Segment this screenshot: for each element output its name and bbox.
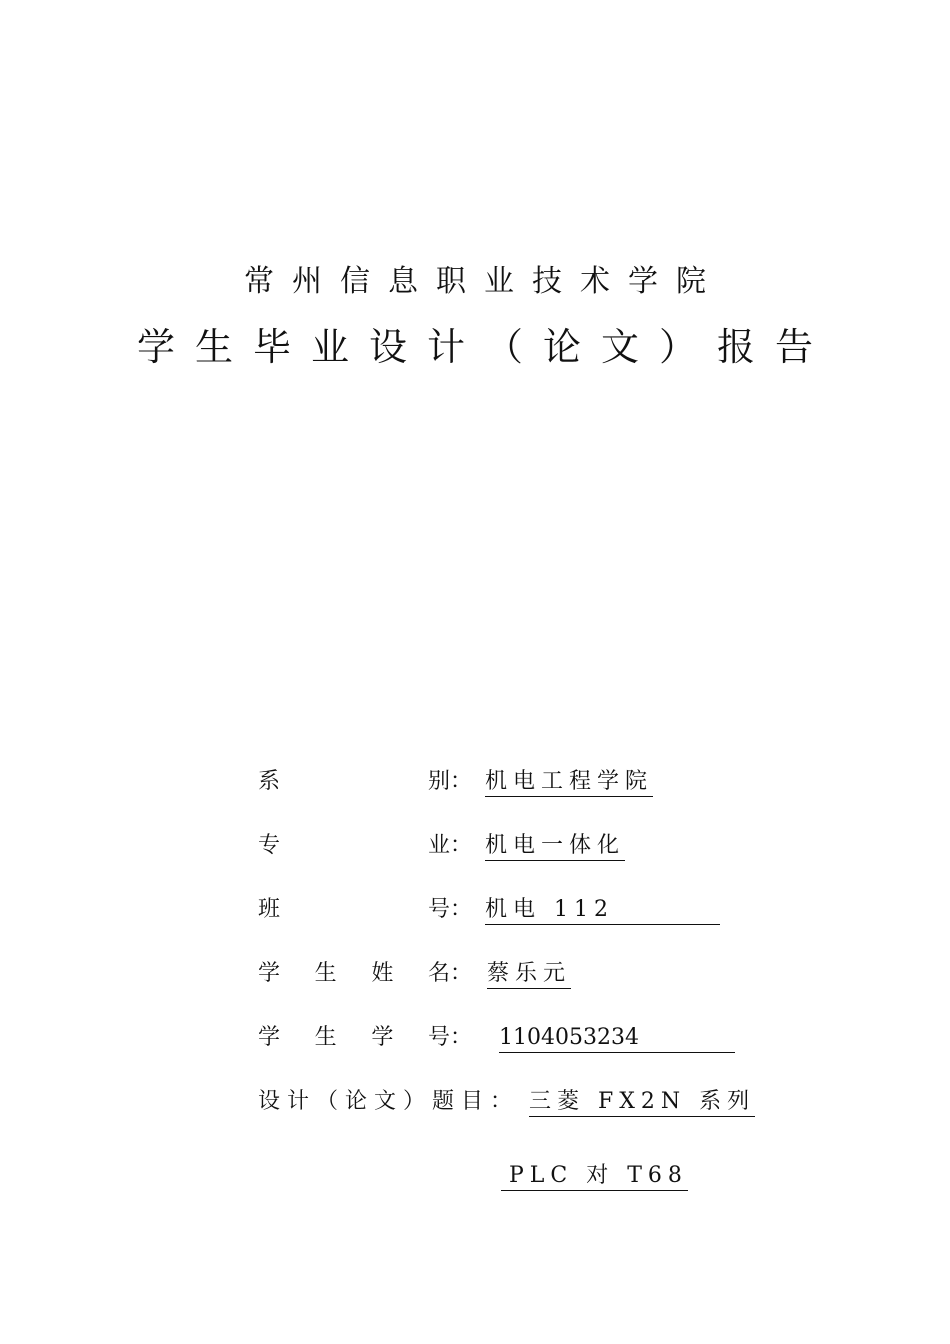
label-char: 学 xyxy=(258,961,281,986)
field-major xyxy=(258,830,625,862)
label-char: 号： xyxy=(427,897,472,922)
field-class-label xyxy=(258,894,472,926)
field-name-value: 蔡乐元 xyxy=(487,960,571,989)
field-topic-label: 设计（论文）题目 xyxy=(258,1089,491,1114)
field-student-id-value: 1104053234 xyxy=(499,1024,735,1053)
field-name-label xyxy=(258,958,472,990)
field-department xyxy=(258,766,653,798)
label-char: 生 xyxy=(314,1025,337,1050)
field-topic-line2 xyxy=(501,1160,688,1192)
field-topic xyxy=(258,1086,755,1118)
field-major-value: 机电一体化 xyxy=(485,832,625,861)
school-name: 常州信息职业技术学院 xyxy=(244,264,724,299)
label-char: 姓 xyxy=(371,961,394,986)
label-char: 学 xyxy=(258,1025,281,1050)
label-char: 系 xyxy=(258,769,281,794)
field-student-id xyxy=(258,1022,735,1054)
label-char: 号： xyxy=(427,1025,472,1050)
label-char: 别： xyxy=(427,769,472,794)
field-major-label xyxy=(258,830,472,862)
field-topic-value-line1: 三菱 FX2N 系列 xyxy=(529,1088,755,1117)
field-class-value: 机电 112 xyxy=(485,896,720,925)
label-char: 学 xyxy=(371,1025,394,1050)
field-class xyxy=(258,894,720,926)
field-department-value: 机电工程学院 xyxy=(485,768,653,797)
label-char: 生 xyxy=(314,961,337,986)
label-char: 业： xyxy=(427,833,472,858)
field-department-label xyxy=(258,766,472,798)
label-char: 名： xyxy=(427,961,472,986)
label-char: 专 xyxy=(258,833,281,858)
label-char: 班 xyxy=(258,897,281,922)
field-name xyxy=(258,958,571,990)
report-title: 学生毕业设计（论文）报告 xyxy=(136,325,833,369)
field-student-id-label xyxy=(258,1022,472,1054)
colon: ： xyxy=(490,1089,513,1114)
field-topic-value-line2: PLC 对 T68 xyxy=(501,1162,688,1191)
